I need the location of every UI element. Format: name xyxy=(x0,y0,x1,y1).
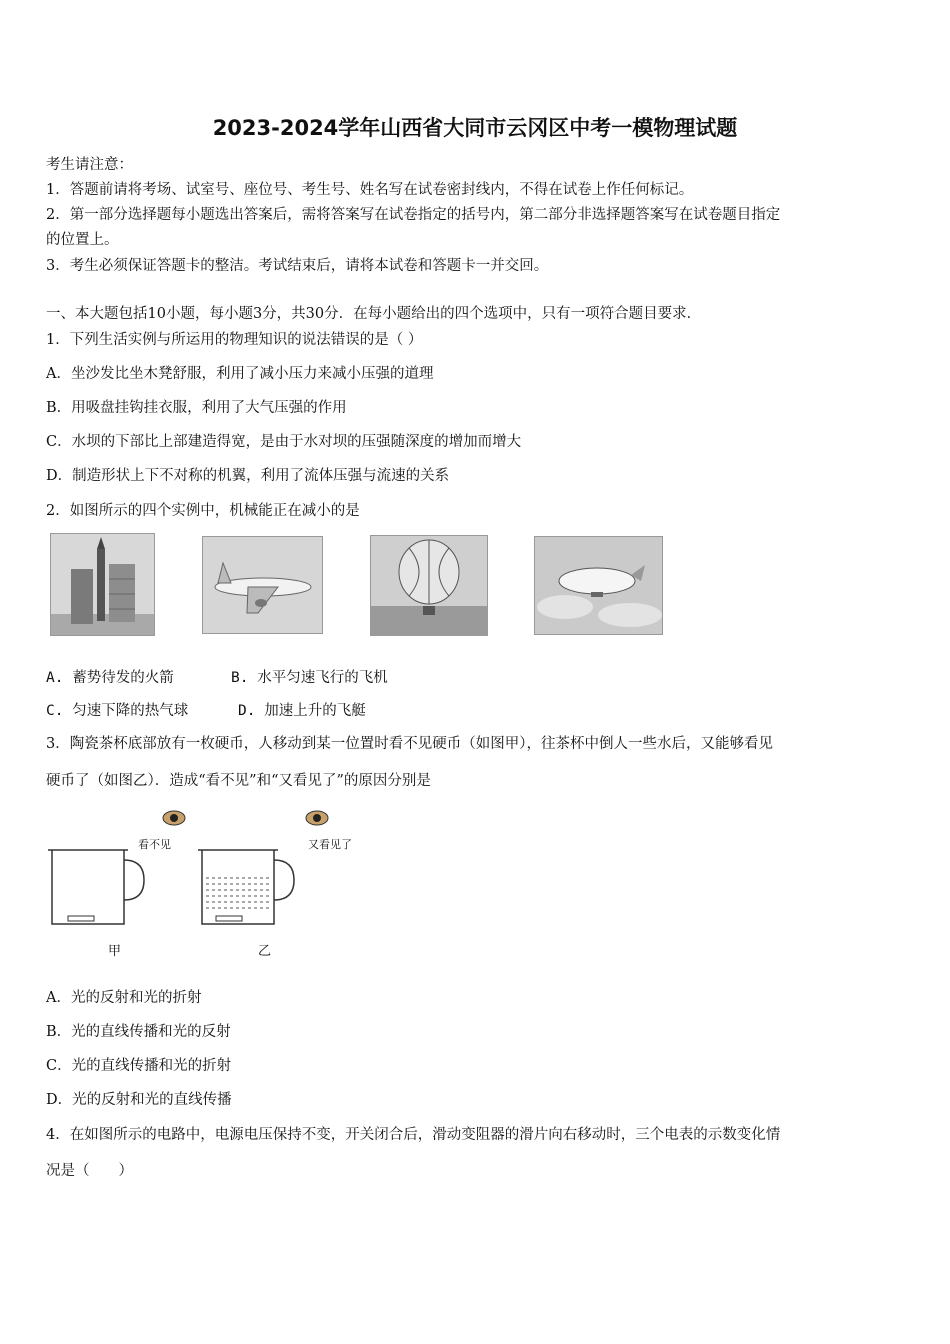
notice-item: 2．第一部分选择题每小题选出答案后，需将答案写在试卷指定的括号内，第二部分非选择题答案写在试卷题目指定 xyxy=(46,207,781,223)
label-cup-yi: 乙 xyxy=(258,944,272,959)
label-cannot-see: 看不见 xyxy=(138,838,171,851)
label-see-again: 又看见了 xyxy=(308,838,352,851)
question-1-stem: 1．下列生活实例与所运用的物理知识的说法错误的是（ ） xyxy=(46,332,423,348)
page-title: 2023-2024学年山西省大同市云冈区中考一模物理试题 xyxy=(212,116,738,140)
question-2-option-a: A. 蓄势待发的火箭 xyxy=(46,670,174,686)
question-1-option-a: A．坐沙发比坐木凳舒服，利用了减小压力来减小压强的道理 xyxy=(46,366,434,382)
eye-icon xyxy=(163,811,185,825)
notice-item: 1．答题前请将考场、试室号、座位号、考生号、姓名写在试卷密封线内，不得在试卷上作任何标记。 xyxy=(46,182,694,198)
question-1-option-d: D．制造形状上下不对称的机翼，利用了流体压强与流速的关系 xyxy=(46,468,450,484)
notice-item: 的位置上。 xyxy=(46,232,119,248)
hot-air-balloon-image xyxy=(370,535,488,636)
question-3-option-b: B．光的直线传播和光的反射 xyxy=(46,1024,231,1040)
question-3-option-a: A．光的反射和光的折射 xyxy=(46,990,202,1006)
airplane-image xyxy=(202,536,323,634)
question-2-option-c: C. 匀速下降的热气球 xyxy=(46,703,189,719)
cup-coin-figure-drawing xyxy=(44,804,364,964)
question-4-stem-continued: 况是（ ） xyxy=(46,1163,133,1179)
question-3-stem: 3．陶瓷茶杯底部放有一枚硬币，人移动到某一位置时看不见硬币（如图甲），往茶杯中倒人一些水后，又能够看见 xyxy=(46,736,773,752)
section-heading: 一、本大题包括10小题，每小题3分，共30分．在每小题给出的四个选项中，只有一项符合题目要求． xyxy=(46,306,702,322)
question-3-option-c: C．光的直线传播和光的折射 xyxy=(46,1058,232,1074)
cup-coin-figure xyxy=(44,804,364,964)
question-2-stem: 2．如图所示的四个实例中，机械能正在减小的是 xyxy=(46,503,360,519)
notice-heading: 考生请注意： xyxy=(46,157,133,173)
question-2-option-b: B. 水平匀速飞行的飞机 xyxy=(231,670,388,686)
label-cup-jia: 甲 xyxy=(108,944,122,959)
question-1-option-c: C．水坝的下部比上部建造得宽，是由于水对坝的压强随深度的增加而增大 xyxy=(46,434,522,450)
question-1-option-b: B．用吸盘挂钩挂衣服，利用了大气压强的作用 xyxy=(46,400,347,416)
question-4-stem: 4．在如图所示的电路中，电源电压保持不变，开关闭合后，滑动变阻器的滑片向右移动时，三个电表的示数变化情 xyxy=(46,1127,781,1143)
question-3-option-d: D．光的反射和光的直线传播 xyxy=(46,1092,232,1108)
eye-icon xyxy=(306,811,328,825)
rocket-image xyxy=(50,533,155,636)
notice-item: 3．考生必须保证答题卡的整洁。考试结束后，请将本试卷和答题卡一并交回。 xyxy=(46,258,549,274)
question-2-option-d: D. 加速上升的飞艇 xyxy=(238,703,366,719)
question-3-stem-continued: 硬币了（如图乙）．造成“看不见”和“又看见了”的原因分别是 xyxy=(46,773,431,789)
airship-image xyxy=(534,536,663,635)
